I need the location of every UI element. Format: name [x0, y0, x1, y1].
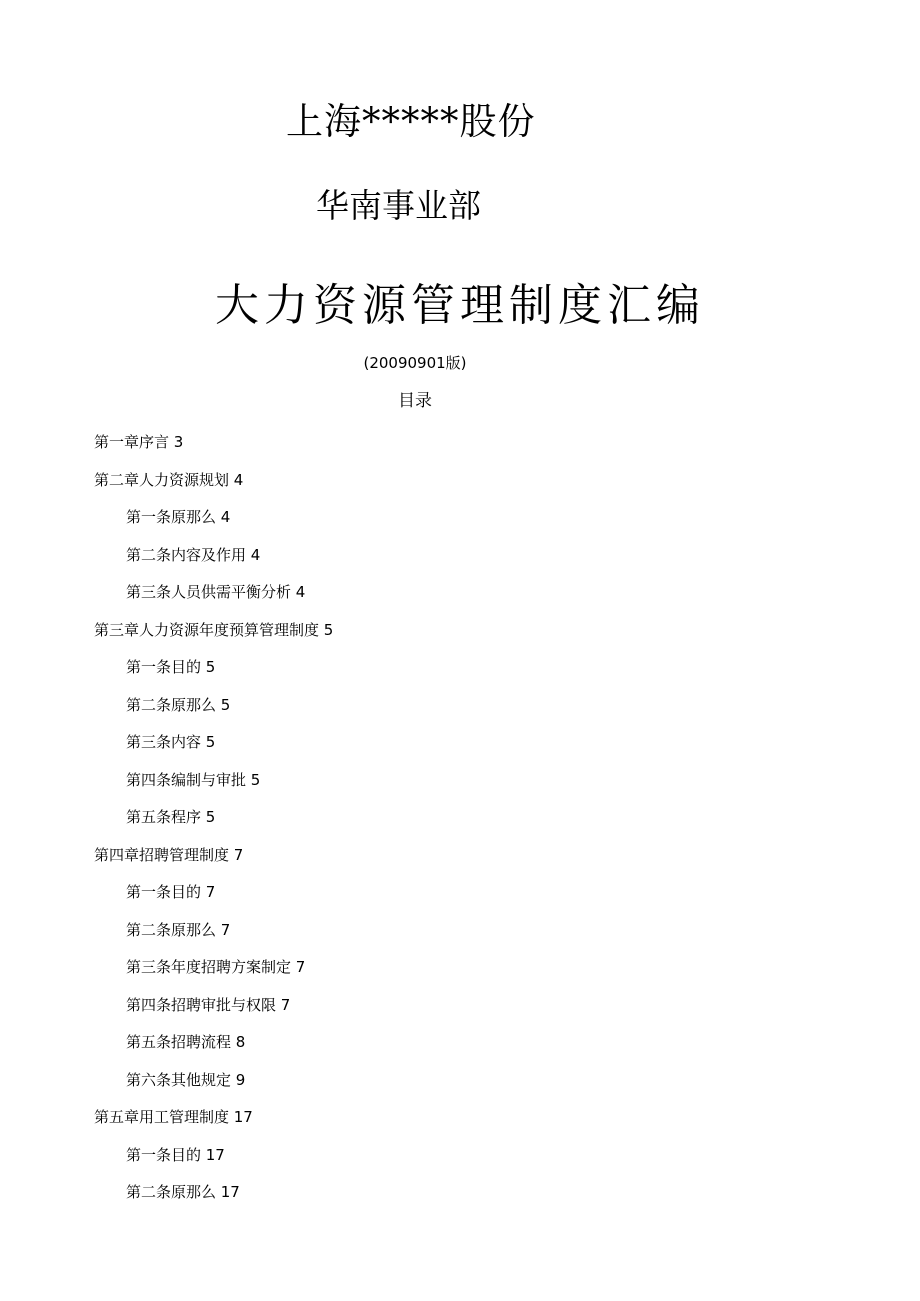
version-label: (20090901版) [363, 354, 467, 372]
toc-article-entry[interactable]: 第二条原那么 7 [126, 920, 231, 939]
toc-article-entry[interactable]: 第三条人员供需平衡分析 4 [126, 583, 306, 601]
toc-article-entry[interactable]: 第二条原那么 5 [126, 695, 231, 714]
toc-article-entry[interactable]: 第五条程序 5 [126, 808, 216, 826]
toc-article-entry[interactable]: 第三条年度招聘方案制定 7 [126, 958, 306, 976]
toc-article-entry[interactable]: 第六条其他规定 9 [126, 1070, 246, 1089]
toc-article-entry[interactable]: 第二条原那么 17 [126, 1183, 240, 1201]
toc-article-entry[interactable]: 第五条招聘流程 8 [126, 1033, 246, 1051]
toc-article-entry[interactable]: 第四条招聘审批与权限 7 [126, 995, 291, 1014]
toc-article-entry[interactable]: 第四条编制与审批 5 [126, 770, 261, 789]
department-name: 华南事业部 [316, 186, 481, 225]
company-name: 上海*****股份 [286, 100, 536, 143]
toc-article-entry[interactable]: 第一条目的 7 [126, 883, 216, 901]
toc-article-entry[interactable]: 第一条目的 17 [126, 1145, 225, 1164]
toc-article-entry[interactable]: 第一条目的 5 [126, 658, 216, 676]
toc-heading: 目录 [398, 391, 432, 411]
toc-article-entry[interactable]: 第一条原那么 4 [126, 508, 231, 526]
toc-chapter-entry[interactable]: 第五章用工管理制度 17 [94, 1108, 253, 1126]
toc-article-entry[interactable]: 第二条内容及作用 4 [126, 545, 261, 564]
toc-chapter-entry[interactable]: 第四章招聘管理制度 7 [94, 845, 244, 864]
toc-chapter-entry[interactable]: 第一章序言 3 [94, 433, 184, 451]
toc-article-entry[interactable]: 第三条内容 5 [126, 733, 216, 751]
document-title: 大力资源管理制度汇编 [215, 280, 705, 331]
toc-chapter-entry[interactable]: 第三章人力资源年度预算管理制度 5 [94, 620, 334, 639]
toc-chapter-entry[interactable]: 第二章人力资源规划 4 [94, 470, 244, 489]
table-of-contents [94, 431, 333, 1219]
